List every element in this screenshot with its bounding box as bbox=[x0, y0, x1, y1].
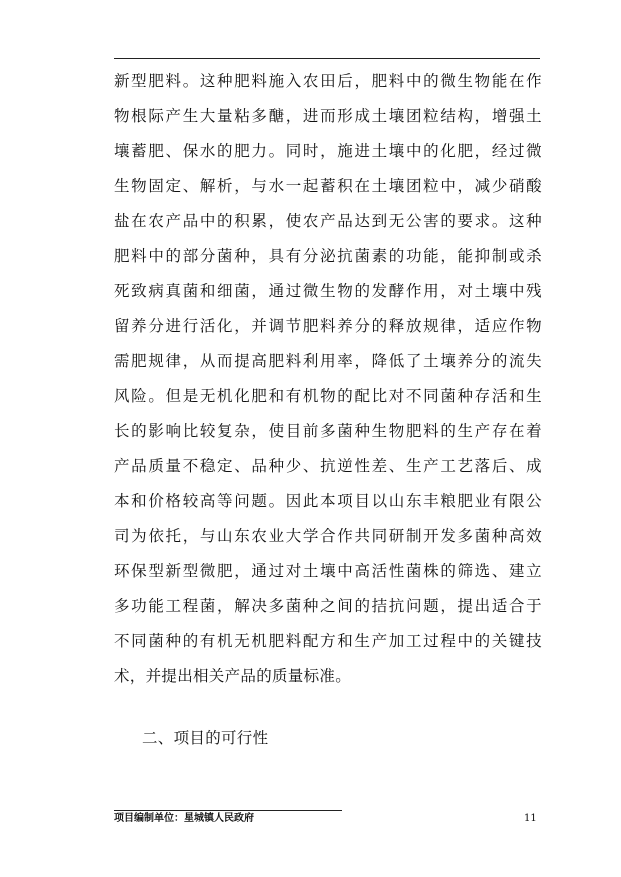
header-rule bbox=[114, 58, 540, 59]
section-heading: 二、项目的可行性 bbox=[142, 729, 269, 747]
body-line: 多功能工程菌，解决多菌种之间的拮抗问题，提出适合于 bbox=[114, 597, 542, 615]
body-paragraph bbox=[114, 64, 542, 694]
body-line: 需肥规律，从而提高肥料利用率，降低了土壤养分的流失 bbox=[114, 352, 542, 370]
body-line: 盐在农产品中的积累，使农产品达到无公害的要求。这种 bbox=[114, 212, 542, 230]
body-line: 留养分进行活化，并调节肥料养分的释放规律，适应作物 bbox=[114, 317, 542, 335]
footer-rule bbox=[114, 810, 342, 811]
body-line: 不同菌种的有机无机肥料配方和生产加工过程中的关键技 bbox=[114, 632, 542, 650]
body-line: 死致病真菌和细菌，通过微生物的发酵作用，对土壤中残 bbox=[114, 282, 542, 300]
body-line: 生物固定、解析，与水一起蓄积在土壤团粒中，减少硝酸 bbox=[114, 177, 542, 195]
body-line: 司为依托，与山东农业大学合作共同研制开发多菌种高效 bbox=[114, 527, 542, 545]
footer-organization: 项目编制单位：星城镇人民政府 bbox=[114, 813, 254, 824]
body-line: 壤蓄肥、保水的肥力。同时，施进土壤中的化肥，经过微 bbox=[114, 142, 542, 160]
body-line: 新型肥料。这种肥料施入农田后，肥料中的微生物能在作 bbox=[114, 72, 542, 90]
body-line: 本和价格较高等问题。因此本项目以山东丰粮肥业有限公 bbox=[114, 492, 542, 510]
body-line: 长的影响比较复杂，使目前多菌种生物肥料的生产存在着 bbox=[114, 422, 542, 440]
body-line: 风险。但是无机化肥和有机物的配比对不同菌种存活和生 bbox=[114, 387, 542, 405]
body-line: 术，并提出相关产品的质量标准。 bbox=[114, 667, 352, 685]
body-line: 环保型新型微肥，通过对土壤中高活性菌株的筛选、建立 bbox=[114, 562, 542, 580]
body-line: 肥料中的部分菌种，具有分泌抗菌素的功能，能抑制或杀 bbox=[114, 247, 542, 265]
body-line: 产品质量不稳定、品种少、抗逆性差、生产工艺落后、成 bbox=[114, 457, 542, 475]
page-number: 11 bbox=[524, 813, 537, 824]
body-line: 物根际产生大量粘多醣，进而形成土壤团粒结构，增强土 bbox=[114, 107, 542, 125]
